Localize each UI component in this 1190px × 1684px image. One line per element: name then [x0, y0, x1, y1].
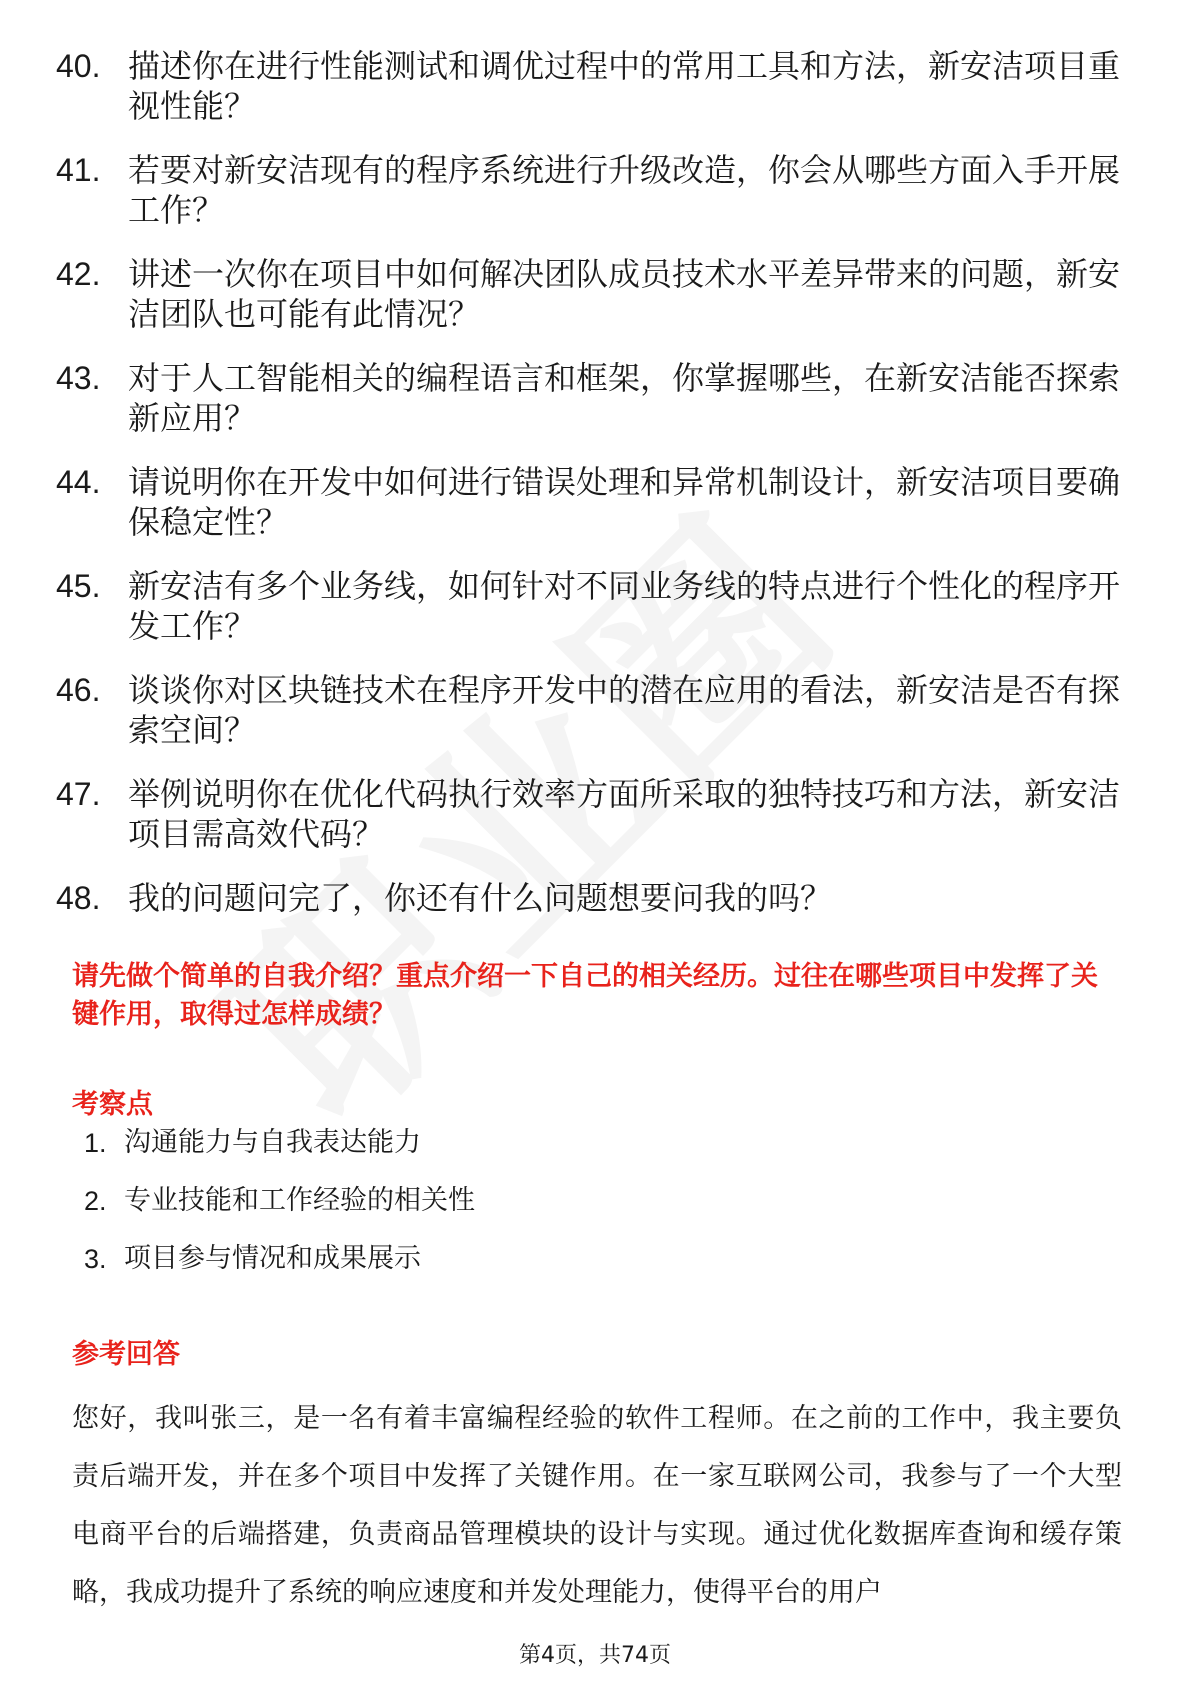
question-number: 48. [56, 880, 101, 916]
question-item [56, 254, 1126, 334]
question-item [56, 150, 1126, 230]
question-text: 谈谈你对区块链技术在程序开发中的潜在应用的看法，新安洁是否有探索空间？ [128, 671, 1121, 749]
focus-point-number: 1. [84, 1128, 107, 1158]
answer-heading: 参考回答 [72, 1339, 180, 1370]
question-item [56, 566, 1126, 646]
question-number: 40. [56, 48, 101, 84]
focus-point-item [84, 1182, 1084, 1220]
question-item [56, 462, 1126, 542]
focus-point-item [84, 1240, 1084, 1278]
focus-point-number: 3. [84, 1244, 107, 1274]
question-number: 43. [56, 360, 101, 396]
focus-heading: 考察点 [72, 1089, 153, 1120]
question-text: 举例说明你在优化代码执行效率方面所采取的独特技巧和方法，新安洁项目需高效代码？ [128, 775, 1121, 853]
question-item [56, 670, 1126, 750]
focus-point-number: 2. [84, 1186, 107, 1216]
focus-point-text: 沟通能力与自我表达能力 [124, 1127, 421, 1158]
question-number: 45. [56, 568, 101, 604]
question-text: 对于人工智能相关的编程语言和框架，你掌握哪些，在新安洁能否探索新应用？ [128, 359, 1121, 437]
question-number: 42. [56, 256, 101, 292]
question-text: 若要对新安洁现有的程序系统进行升级改造，你会从哪些方面入手开展工作？ [128, 151, 1121, 229]
answer-paragraph: 您好，我叫张三，是一名有着丰富编程经验的软件工程师。在之前的工作中，我主要负责后端开发，并在多个项目中发挥了关键作用。在一家互联网公司，我参与了一个大型电商平台的后端搭建，负责商品管理模块的设计与实现。通过优化数据库查询和缓存策略，我成功提升了系统的响应速度和并发处理能力，使得平台的用户 [72, 1403, 1122, 1608]
page-footer: 第4页，共74页 [519, 1643, 671, 1668]
focus-point-list [84, 1124, 1084, 1298]
question-item [56, 46, 1126, 126]
focus-point-text: 项目参与情况和成果展示 [124, 1243, 421, 1274]
question-text: 新安洁有多个业务线，如何针对不同业务线的特点进行个性化的程序开发工作？ [128, 567, 1121, 645]
focus-point-text: 专业技能和工作经验的相关性 [124, 1185, 475, 1216]
question-number: 44. [56, 464, 101, 500]
question-text: 我的问题问完了，你还有什么问题想要问我的吗？ [128, 879, 833, 917]
highlight-question: 请先做个简单的自我介绍？重点介绍一下自己的相关经历。过往在哪些项目中发挥了关键作用，取得过怎样成绩？ [72, 961, 1098, 1030]
focus-point-item [84, 1124, 1084, 1162]
question-number: 41. [56, 152, 101, 188]
question-text: 讲述一次你在项目中如何解决团队成员技术水平差异带来的问题，新安洁团队也可能有此情况？ [128, 255, 1121, 333]
question-number: 46. [56, 672, 101, 708]
question-item [56, 878, 1126, 918]
question-list [56, 46, 1126, 942]
question-number: 47. [56, 776, 101, 812]
question-text: 请说明你在开发中如何进行错误处理和异常机制设计，新安洁项目要确保稳定性？ [128, 463, 1121, 541]
question-text: 描述你在进行性能测试和调优过程中的常用工具和方法，新安洁项目重视性能？ [128, 47, 1121, 125]
question-item [56, 774, 1126, 854]
question-item [56, 358, 1126, 438]
